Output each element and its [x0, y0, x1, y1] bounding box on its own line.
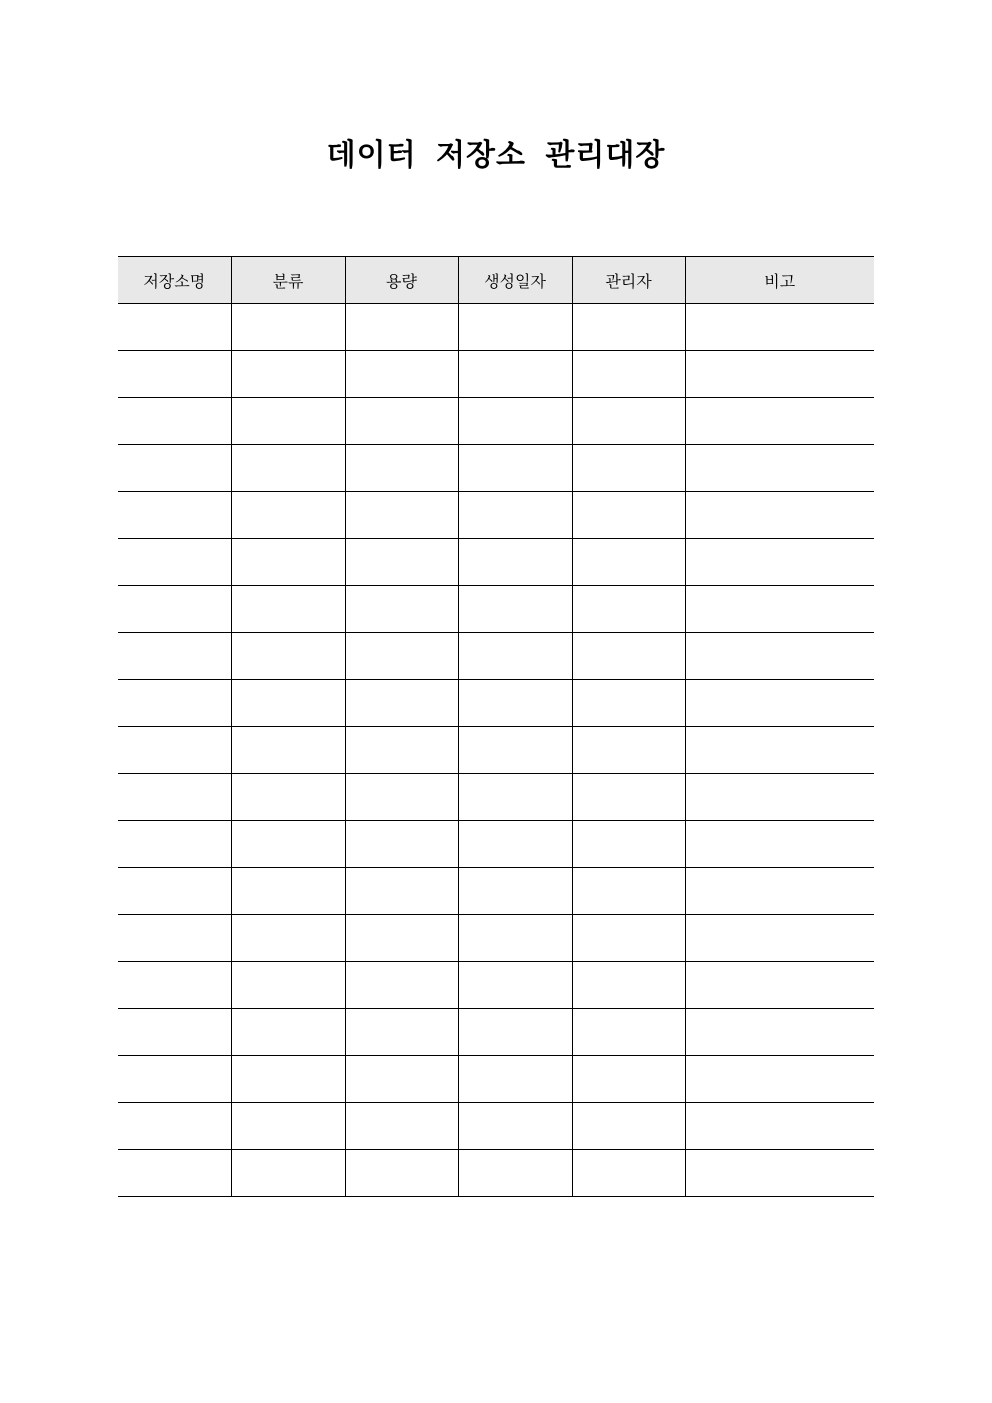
cell-created-date[interactable]	[458, 351, 572, 398]
cell-remarks[interactable]	[685, 586, 874, 633]
cell-remarks[interactable]	[685, 962, 874, 1009]
cell-remarks[interactable]	[685, 398, 874, 445]
cell-storage-name[interactable]	[118, 1150, 231, 1197]
header-storage-name: 저장소명	[118, 257, 231, 304]
header-category: 분류	[231, 257, 345, 304]
cell-capacity[interactable]	[345, 1009, 458, 1056]
cell-storage-name[interactable]	[118, 492, 231, 539]
cell-created-date[interactable]	[458, 586, 572, 633]
cell-created-date[interactable]	[458, 915, 572, 962]
cell-capacity[interactable]	[345, 1056, 458, 1103]
cell-storage-name[interactable]	[118, 774, 231, 821]
cell-remarks[interactable]	[685, 539, 874, 586]
cell-category[interactable]	[231, 445, 345, 492]
cell-manager[interactable]	[572, 868, 685, 915]
cell-remarks[interactable]	[685, 304, 874, 351]
cell-capacity[interactable]	[345, 492, 458, 539]
cell-storage-name[interactable]	[118, 821, 231, 868]
cell-capacity[interactable]	[345, 633, 458, 680]
cell-remarks[interactable]	[685, 1150, 874, 1197]
table-row	[118, 821, 874, 868]
cell-manager[interactable]	[572, 1150, 685, 1197]
cell-manager[interactable]	[572, 445, 685, 492]
cell-category[interactable]	[231, 774, 345, 821]
cell-created-date[interactable]	[458, 398, 572, 445]
cell-remarks[interactable]	[685, 1056, 874, 1103]
header-manager: 관리자	[572, 257, 685, 304]
page-title: 데이터 저장소 관리대장	[326, 138, 666, 173]
cell-category[interactable]	[231, 304, 345, 351]
cell-manager[interactable]	[572, 727, 685, 774]
header-capacity: 용량	[345, 257, 458, 304]
cell-category[interactable]	[231, 821, 345, 868]
table-row	[118, 1056, 874, 1103]
cell-category[interactable]	[231, 1056, 345, 1103]
cell-storage-name[interactable]	[118, 680, 231, 727]
cell-remarks[interactable]	[685, 727, 874, 774]
cell-storage-name[interactable]	[118, 304, 231, 351]
cell-manager[interactable]	[572, 1056, 685, 1103]
cell-created-date[interactable]	[458, 633, 572, 680]
table-row	[118, 727, 874, 774]
cell-category[interactable]	[231, 492, 345, 539]
cell-manager[interactable]	[572, 304, 685, 351]
table-row	[118, 1103, 874, 1150]
cell-manager[interactable]	[572, 1103, 685, 1150]
table-row	[118, 586, 874, 633]
cell-created-date[interactable]	[458, 1103, 572, 1150]
table-row	[118, 915, 874, 962]
table-row	[118, 304, 874, 351]
cell-capacity[interactable]	[345, 351, 458, 398]
cell-remarks[interactable]	[685, 351, 874, 398]
cell-storage-name[interactable]	[118, 586, 231, 633]
cell-created-date[interactable]	[458, 962, 572, 1009]
cell-created-date[interactable]	[458, 727, 572, 774]
cell-remarks[interactable]	[685, 1009, 874, 1056]
cell-remarks[interactable]	[685, 445, 874, 492]
cell-storage-name[interactable]	[118, 915, 231, 962]
cell-manager[interactable]	[572, 915, 685, 962]
cell-storage-name[interactable]	[118, 1056, 231, 1103]
table-row	[118, 1150, 874, 1197]
cell-manager[interactable]	[572, 680, 685, 727]
cell-manager[interactable]	[572, 774, 685, 821]
cell-capacity[interactable]	[345, 962, 458, 1009]
cell-remarks[interactable]	[685, 633, 874, 680]
table-row	[118, 680, 874, 727]
cell-manager[interactable]	[572, 539, 685, 586]
cell-category[interactable]	[231, 1103, 345, 1150]
cell-remarks[interactable]	[685, 774, 874, 821]
table-row	[118, 774, 874, 821]
cell-category[interactable]	[231, 633, 345, 680]
cell-manager[interactable]	[572, 1009, 685, 1056]
cell-capacity[interactable]	[345, 586, 458, 633]
cell-created-date[interactable]	[458, 868, 572, 915]
cell-capacity[interactable]	[345, 821, 458, 868]
cell-manager[interactable]	[572, 633, 685, 680]
table-row	[118, 962, 874, 1009]
cell-created-date[interactable]	[458, 680, 572, 727]
cell-category[interactable]	[231, 586, 345, 633]
cell-category[interactable]	[231, 727, 345, 774]
cell-remarks[interactable]	[685, 821, 874, 868]
cell-category[interactable]	[231, 539, 345, 586]
cell-manager[interactable]	[572, 586, 685, 633]
header-remarks: 비고	[685, 257, 874, 304]
cell-created-date[interactable]	[458, 304, 572, 351]
table-row	[118, 539, 874, 586]
cell-manager[interactable]	[572, 351, 685, 398]
ledger-table	[118, 256, 874, 1197]
table-body	[118, 304, 874, 1197]
cell-category[interactable]	[231, 398, 345, 445]
cell-storage-name[interactable]	[118, 351, 231, 398]
cell-created-date[interactable]	[458, 1056, 572, 1103]
table-header-row	[118, 257, 874, 304]
cell-capacity[interactable]	[345, 539, 458, 586]
cell-capacity[interactable]	[345, 304, 458, 351]
cell-remarks[interactable]	[685, 680, 874, 727]
cell-storage-name[interactable]	[118, 1009, 231, 1056]
cell-storage-name[interactable]	[118, 633, 231, 680]
cell-capacity[interactable]	[345, 915, 458, 962]
table-row	[118, 351, 874, 398]
cell-manager[interactable]	[572, 398, 685, 445]
cell-capacity[interactable]	[345, 680, 458, 727]
cell-capacity[interactable]	[345, 398, 458, 445]
cell-storage-name[interactable]	[118, 398, 231, 445]
cell-created-date[interactable]	[458, 445, 572, 492]
cell-storage-name[interactable]	[118, 445, 231, 492]
header-created-date: 생성일자	[458, 257, 572, 304]
cell-manager[interactable]	[572, 821, 685, 868]
cell-category[interactable]	[231, 680, 345, 727]
cell-remarks[interactable]	[685, 915, 874, 962]
cell-remarks[interactable]	[685, 868, 874, 915]
cell-storage-name[interactable]	[118, 868, 231, 915]
cell-category[interactable]	[231, 868, 345, 915]
cell-storage-name[interactable]	[118, 727, 231, 774]
cell-storage-name[interactable]	[118, 1103, 231, 1150]
cell-capacity[interactable]	[345, 445, 458, 492]
cell-category[interactable]	[231, 351, 345, 398]
cell-category[interactable]	[231, 1009, 345, 1056]
cell-remarks[interactable]	[685, 492, 874, 539]
cell-storage-name[interactable]	[118, 539, 231, 586]
cell-category[interactable]	[231, 1150, 345, 1197]
cell-created-date[interactable]	[458, 1009, 572, 1056]
cell-remarks[interactable]	[685, 1103, 874, 1150]
cell-capacity[interactable]	[345, 774, 458, 821]
cell-created-date[interactable]	[458, 774, 572, 821]
table-row	[118, 1009, 874, 1056]
table-row	[118, 633, 874, 680]
cell-created-date[interactable]	[458, 492, 572, 539]
table-row	[118, 492, 874, 539]
cell-capacity[interactable]	[345, 868, 458, 915]
cell-storage-name[interactable]	[118, 962, 231, 1009]
cell-capacity[interactable]	[345, 1103, 458, 1150]
cell-created-date[interactable]	[458, 539, 572, 586]
cell-manager[interactable]	[572, 492, 685, 539]
cell-capacity[interactable]	[345, 1150, 458, 1197]
table-row	[118, 445, 874, 492]
cell-category[interactable]	[231, 915, 345, 962]
cell-category[interactable]	[231, 962, 345, 1009]
table-row	[118, 868, 874, 915]
table-row	[118, 398, 874, 445]
cell-created-date[interactable]	[458, 821, 572, 868]
cell-capacity[interactable]	[345, 727, 458, 774]
cell-created-date[interactable]	[458, 1150, 572, 1197]
cell-manager[interactable]	[572, 962, 685, 1009]
